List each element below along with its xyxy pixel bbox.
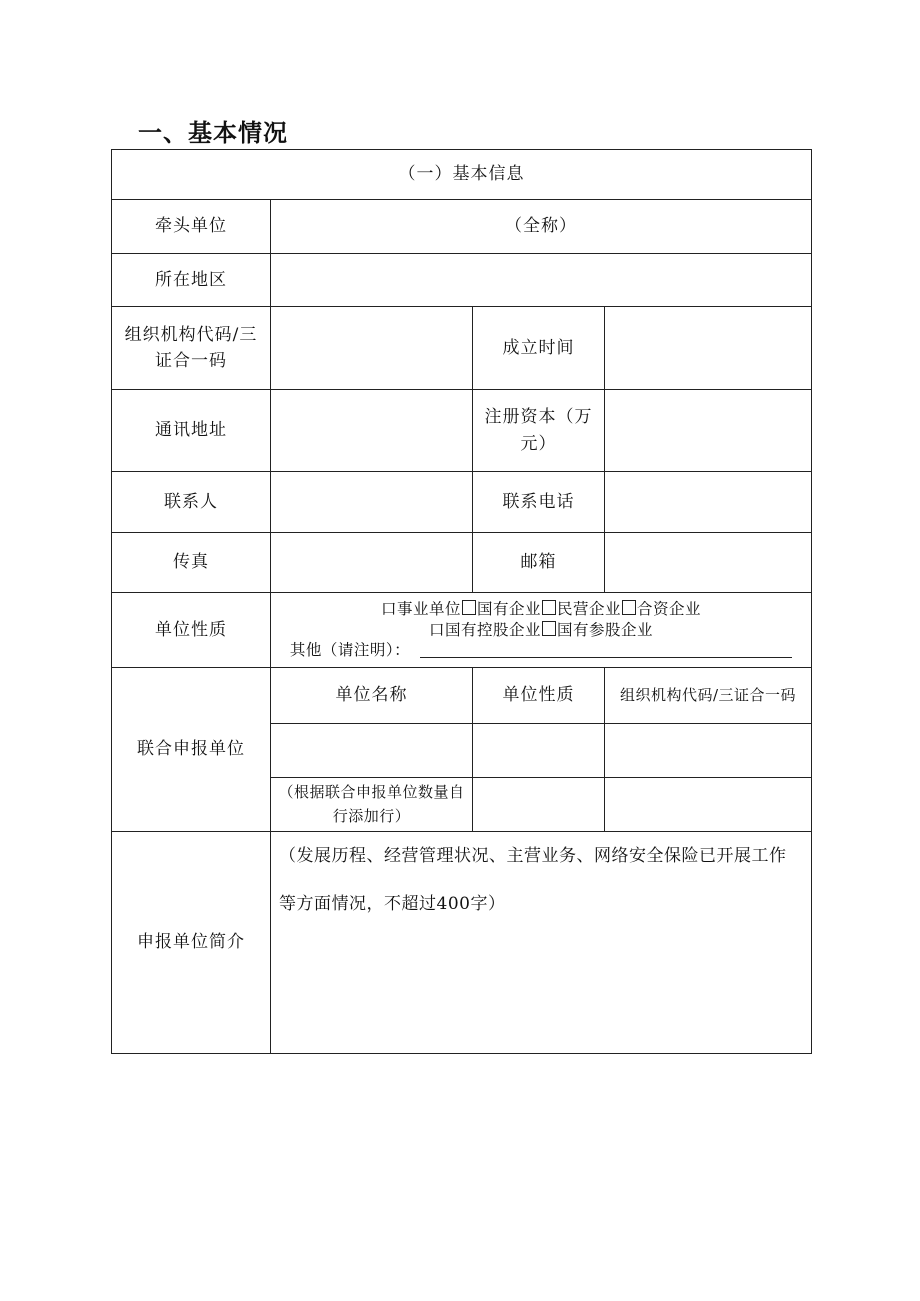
joint-units-label: 联合申报单位 — [112, 668, 271, 832]
unit-nature-label: 单位性质 — [112, 593, 271, 668]
phone-field[interactable] — [605, 472, 812, 533]
intro-label: 申报单位简介 — [112, 832, 271, 1054]
fax-field[interactable] — [271, 533, 473, 593]
established-label: 成立时间 — [473, 307, 605, 390]
lead-unit-row — [112, 200, 812, 254]
joint-add-row-note: （根据联合申报单位数量自行添加行） — [271, 778, 473, 832]
capital-label-line1: 注册资本（万 — [484, 407, 593, 428]
option-state-participating: 国有参股企业 — [557, 620, 654, 639]
joint-header-nature: 单位性质 — [473, 668, 605, 724]
org-code-label — [112, 307, 271, 390]
email-label: 邮箱 — [473, 533, 605, 593]
checkbox-state-participating[interactable] — [542, 621, 556, 636]
unit-nature-row — [112, 593, 812, 668]
option-other-label: 其他（请注明）： — [289, 641, 411, 660]
other-nature-field[interactable] — [420, 643, 792, 658]
checkbox-private[interactable] — [542, 600, 556, 615]
phone-label: 联系电话 — [473, 472, 605, 533]
org-code-row — [112, 307, 812, 390]
address-row — [112, 390, 812, 472]
intro-row — [112, 832, 812, 1054]
basic-info-table — [111, 149, 812, 1054]
org-code-label-line2: 证合一码 — [155, 351, 227, 371]
region-label: 所在地区 — [112, 254, 271, 307]
contact-field[interactable] — [271, 472, 473, 533]
joint-unit-code-field[interactable] — [605, 778, 812, 832]
subsection-row — [112, 150, 812, 200]
joint-unit-code-field[interactable] — [605, 724, 812, 778]
checkbox-state-controlled[interactable]: 口 — [428, 620, 445, 639]
address-field[interactable] — [271, 390, 473, 472]
joint-unit-nature-field[interactable] — [473, 724, 605, 778]
region-row — [112, 254, 812, 307]
joint-header-name: 单位名称 — [271, 668, 473, 724]
fax-label: 传真 — [112, 533, 271, 593]
option-private: 民营企业 — [557, 599, 622, 618]
email-field[interactable] — [605, 533, 812, 593]
intro-field[interactable] — [271, 832, 812, 1054]
joint-unit-name-field[interactable] — [271, 724, 473, 778]
unit-nature-line1 — [275, 599, 807, 620]
address-label: 通讯地址 — [112, 390, 271, 472]
lead-unit-label: 牵头单位 — [112, 200, 271, 254]
lead-unit-field[interactable]: （全称） — [271, 200, 812, 254]
capital-label-line2: 元） — [520, 433, 557, 454]
subsection-heading: （一）基本信息 — [112, 150, 812, 200]
capital-label — [473, 390, 605, 472]
org-code-field[interactable] — [271, 307, 473, 390]
unit-nature-options — [271, 593, 812, 668]
option-state-controlled: 国有控股企业 — [444, 620, 541, 639]
option-joint-venture: 合资企业 — [637, 599, 702, 618]
org-code-label-line1: 组织机构代码/三 — [124, 324, 258, 345]
option-state-owned: 国有企业 — [476, 599, 541, 618]
region-field[interactable] — [271, 254, 812, 307]
established-field[interactable] — [605, 307, 812, 390]
unit-nature-line3 — [275, 640, 807, 661]
checkbox-state-owned[interactable] — [462, 600, 476, 615]
unit-nature-line2 — [275, 620, 807, 641]
contact-row — [112, 472, 812, 533]
joint-unit-nature-field[interactable] — [473, 778, 605, 832]
checkbox-public-institution[interactable]: 口 — [380, 599, 397, 618]
option-public-institution: 事业单位 — [396, 599, 461, 618]
contact-label: 联系人 — [112, 472, 271, 533]
intro-hint: （发展历程、经营管理状况、主营业务、网络安全保险已开展工作等方面情况，不超过400字） — [279, 846, 787, 915]
joint-header-code: 组织机构代码/三证合一码 — [605, 668, 812, 724]
joint-header-row — [112, 668, 812, 724]
section-heading: 一、基本情况 — [138, 119, 288, 147]
capital-field[interactable] — [605, 390, 812, 472]
fax-row — [112, 533, 812, 593]
checkbox-joint-venture[interactable] — [622, 600, 636, 615]
